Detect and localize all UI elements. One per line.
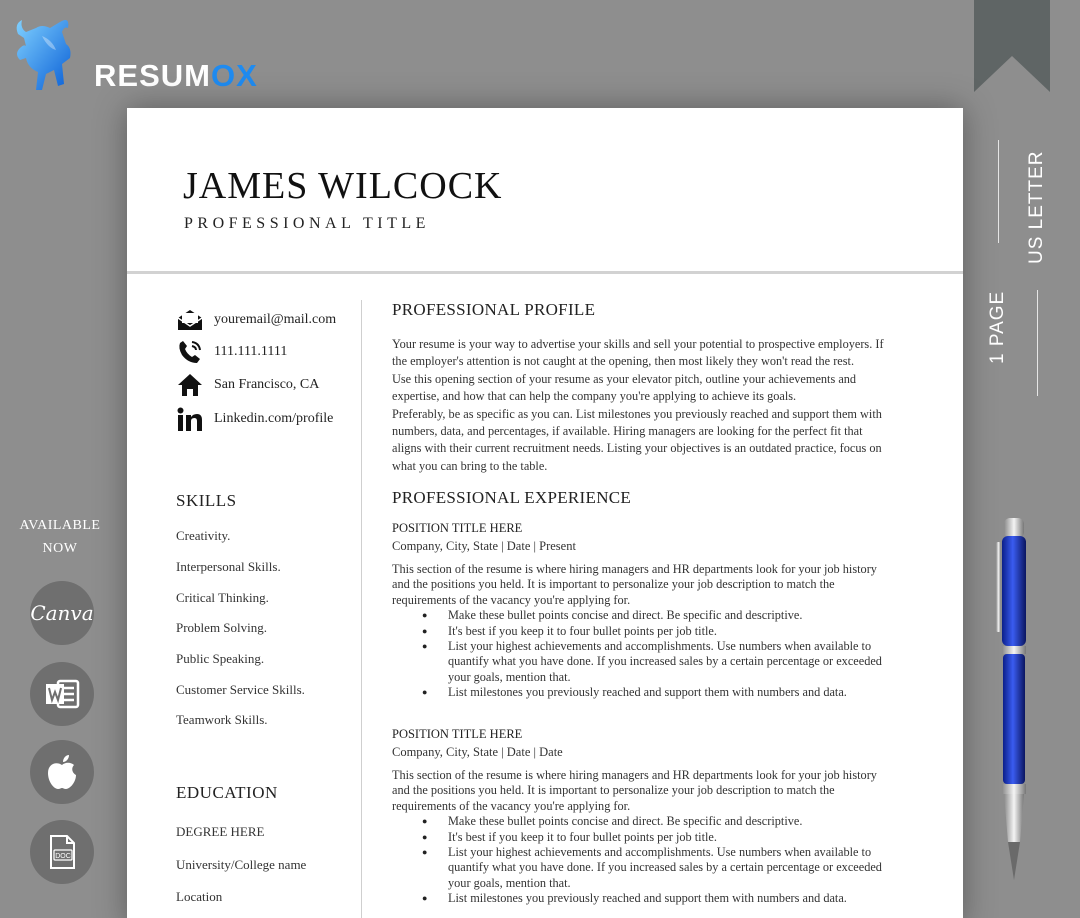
skill-item: Public Speaking. <box>176 651 265 666</box>
column-divider <box>361 300 362 918</box>
skill-item: Customer Service Skills. <box>176 682 305 697</box>
school-text: University/College name <box>176 857 307 872</box>
company-line: Company, City, State | Date | Date <box>392 745 563 759</box>
degree-text: DEGREE HERE <box>176 824 265 839</box>
bullet-item: ● It's best if you keep it to four bullet points per job title. <box>392 624 922 639</box>
phone-icon <box>176 338 204 366</box>
job-bullets <box>392 814 922 906</box>
header-divider <box>127 271 963 274</box>
bullet-item: ● Make these bullet points concise and direct. Be specific and descriptive. <box>392 814 922 829</box>
skill-item: Creativity. <box>176 528 231 543</box>
resume-name: JAMES WILCOCK <box>183 165 503 207</box>
format-label: US LETTER <box>1026 150 1047 264</box>
job-entry <box>392 727 922 907</box>
bull-icon <box>12 14 82 94</box>
skill-item: Critical Thinking. <box>176 590 269 605</box>
bullet-item: ● List your highest achievements and accomplishments. Use numbers when available to quantify what you have done. If you increased sales by a certain percentage or exceeded your goals, mention that. <box>392 845 922 891</box>
position-title: POSITION TITLE HERE <box>392 521 523 535</box>
profile-text: Your resume is your way to advertise your skills and sell your potential to prospective employers. If the employer's attention is not caught at the opening, then most likely they won't read the rest. Use this opening section of your resume as your elevator pitch, outline your achievements and expertise, and how that can help the company you're applying to achieve its goals. Preferably, be as specific as you can. List milestones you previously reached and support them with numbers, data, and percentages, if available. Hiring managers are looking for the perfect fit that aligns with their current recruitment needs. Listing your objectives is an outdated practice, focus on what you can bring to the table. <box>392 337 884 473</box>
envelope-icon <box>176 306 204 334</box>
canva-icon: Canva <box>30 601 94 625</box>
pages-divider-line <box>1037 290 1038 396</box>
skill-item: Problem Solving. <box>176 620 268 635</box>
resume-page <box>127 108 963 918</box>
skill-item: Teamwork Skills. <box>176 712 268 727</box>
canva-badge <box>30 581 94 645</box>
job-description: This section of the resume is where hiring managers and HR departments look for your job history and the positions you held. It is important to personalize your job description to match the requirements of the vacancy you're applying for. <box>392 768 877 813</box>
available-label: AVAILABLE <box>19 518 101 533</box>
pages-badge <box>30 740 94 804</box>
pages-label: 1 PAGE <box>987 290 1008 364</box>
email-text: youremail@mail.com <box>214 312 337 327</box>
bullet-item: ● Make these bullet points concise and direct. Be specific and descriptive. <box>392 608 922 623</box>
linkedin-icon <box>176 405 204 433</box>
profile-section <box>392 300 922 475</box>
bullet-item: ● It's best if you keep it to four bullet points per job title. <box>392 830 922 845</box>
education-heading: EDUCATION <box>176 783 278 802</box>
skill-item: Interpersonal Skills. <box>176 559 281 574</box>
now-label: NOW <box>42 541 78 556</box>
bullet-item: ● List milestones you previously reached and support them with numbers and data. <box>392 685 922 700</box>
bookmark-ribbon <box>974 0 1050 92</box>
experience-section <box>392 488 922 508</box>
position-title: POSITION TITLE HERE <box>392 727 523 741</box>
education-location: Location <box>176 889 223 904</box>
brand-name: RESUMOX <box>94 58 258 93</box>
contact-phone <box>176 337 287 367</box>
contact-linkedin <box>176 404 333 434</box>
linkedin-text: Linkedin.com/profile <box>214 411 334 426</box>
brand-logo <box>12 14 272 94</box>
skills-heading: SKILLS <box>176 491 237 510</box>
professional-title: PROFESSIONAL TITLE <box>184 215 430 232</box>
apple-icon <box>45 753 79 791</box>
profile-heading: PROFESSIONAL PROFILE <box>392 300 596 319</box>
contact-location <box>176 370 319 400</box>
home-icon <box>176 371 204 399</box>
job-description: This section of the resume is where hiring managers and HR departments look for your job history and the positions you held. It is important to personalize your job description to match the requirements of the vacancy you're applying for. <box>392 562 877 607</box>
job-bullets <box>392 608 922 700</box>
word-badge <box>30 662 94 726</box>
doc-badge <box>30 820 94 884</box>
job-entry <box>392 521 922 701</box>
word-icon <box>44 678 80 710</box>
contact-email <box>176 305 336 335</box>
pen-decoration <box>990 512 1040 882</box>
format-divider-line <box>998 140 999 243</box>
location-text: San Francisco, CA <box>214 377 320 392</box>
phone-text: 111.111.1111 <box>214 344 288 359</box>
experience-heading: PROFESSIONAL EXPERIENCE <box>392 488 632 507</box>
bullet-item: ● List your highest achievements and accomplishments. Use numbers when available to quantify what you have done. If you increased sales by a certain percentage or exceeded your goals, mention that. <box>392 639 922 685</box>
company-line: Company, City, State | Date | Present <box>392 539 576 553</box>
doc-file-icon <box>47 834 77 870</box>
doc-label: DOC <box>55 853 71 860</box>
bullet-item: ● List milestones you previously reached and support them with numbers and data. <box>392 891 922 906</box>
